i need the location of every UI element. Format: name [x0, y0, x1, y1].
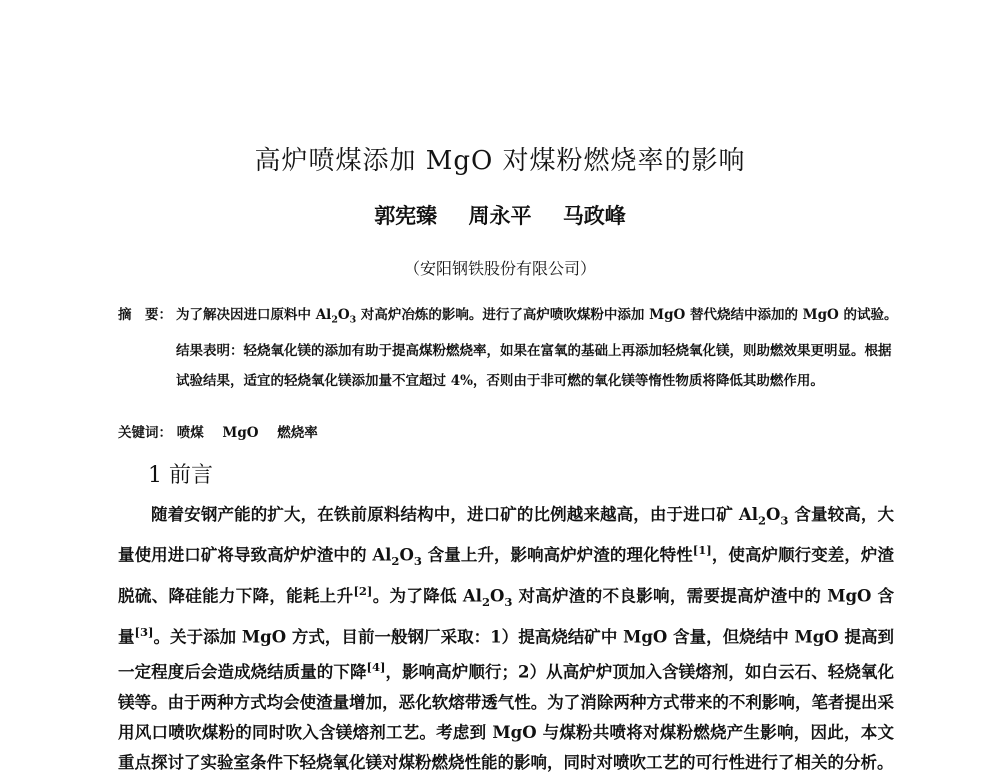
author-list [0, 200, 1000, 230]
keyword: 喷煤 [176, 425, 204, 441]
abstract-label: 摘 要： [118, 307, 172, 323]
affiliation: （安阳钢铁股份有限公司） [403, 259, 596, 278]
paper-title: 高炉喷煤添加 MgO 对煤粉燃烧率的影响 [254, 146, 746, 176]
author-name: 马政峰 [562, 203, 626, 228]
citation: [2] [353, 584, 373, 599]
citation: [4] [366, 660, 386, 675]
abstract [118, 300, 898, 396]
author-name: 郭宪臻 [374, 203, 438, 228]
section-number: 1 [148, 463, 162, 488]
abstract-text: 为了解决因进口原料中 $Al_2O_3$ 对高炉冶炼的影响。进行了高炉喷吹煤粉中添加 MgO 替代烧结中添加的 MgO 的试验。结果表明：轻烧氧化镁的添加有助于提高煤粉燃烧率，如果在富氧的基础上再添加轻烧氧化镁，则助燃效果更明显。根据试验结果，适宜的轻烧氧化镁添加量不宜超过 4%，否则由于非可燃的氧化镁等惰性物质将降低其助燃作用。 [176, 307, 898, 389]
keywords-label: 关键词： [118, 425, 172, 441]
body-paragraph: 随着安钢产能的扩大，在铁前原料结构中，进口矿的比例越来越高，由于进口矿 $Al_2O_3$ 含量较高，大量使用进口矿将导致高炉炉渣中的 $Al_2O_3$ 含量上升，影响高炉炉渣的理化特性[1]，使高炉顺行变差，炉渣脱硫、降硅能力下降，能耗上升[2]。为了降低 $Al_2O_3$ 对高炉渣的不良影响，需要提高炉渣中的 MgO 含量[3]。关于添加 MgO 方式，目前一般钢厂采取：1）提高烧结矿中 MgO 含量，但烧结中 MgO 提高到一定程度后会造成烧结质量的下降[4]，影响高炉顺行；2）从高炉炉顶加入含镁熔剂，如白云石、轻烧氧化镁等。由于两种方式均会使渣量增加，恶化软熔带透气性。为了消除两种方式带来的不利影响，笔者提出采用风口喷吹煤粉的同时吹入含镁熔剂工艺。考虑到 MgO 与煤粉共喷将对煤粉燃烧产生影响，因此，本文重点探讨了实验室条件下轻烧氧化镁对煤粉燃烧性能的影响，同时对喷吹工艺的可行性进行了相关的分析。 [118, 505, 894, 772]
author-name: 周永平 [468, 203, 532, 228]
citation: [3] [134, 624, 154, 639]
section-title: 前言 [169, 463, 214, 488]
citation: [1] [692, 543, 712, 558]
keyword: 燃烧率 [277, 425, 318, 441]
section-heading [148, 458, 213, 489]
keywords [118, 420, 898, 446]
keyword: MgO [222, 425, 259, 441]
